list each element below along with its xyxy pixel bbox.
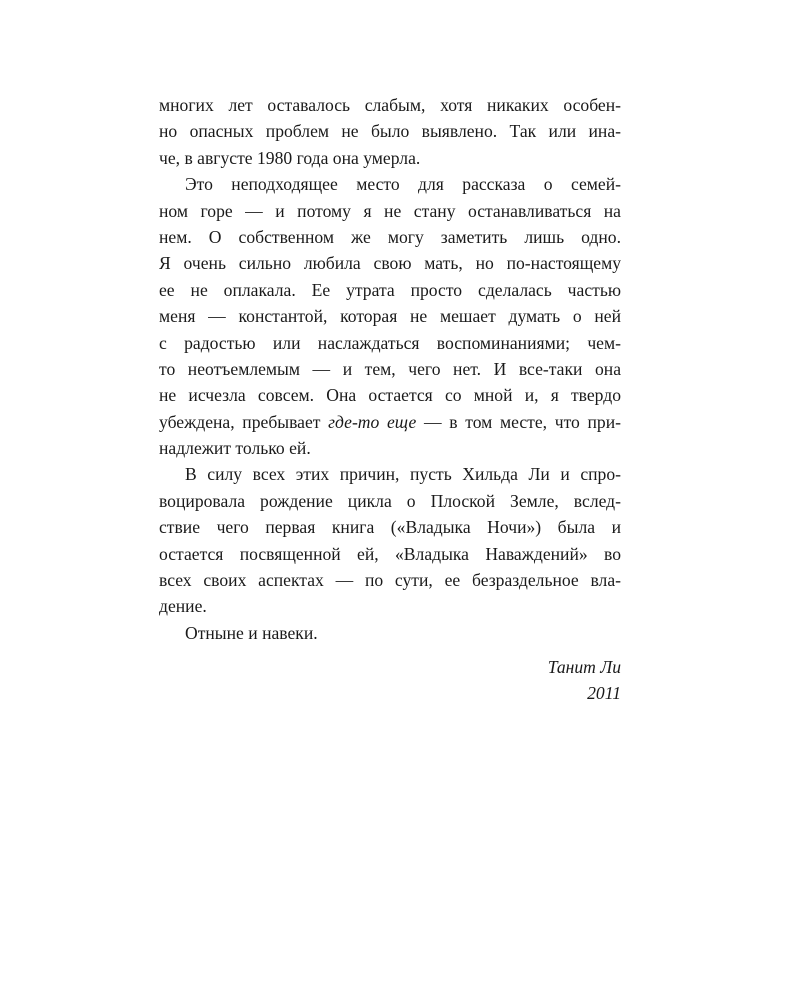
text-line: нем. О собственном же могу заметить лишь одно. <box>159 226 621 247</box>
text-line: воцировала рождение цикла о Плоской Земле, вслед- <box>159 490 621 511</box>
text-line: не исчезла совсем. Она остается со мной и, я твердо <box>159 385 621 406</box>
text-line: с радостью или наслаждаться воспоминаниями; чем- <box>159 332 621 353</box>
emphasis-text: где-то еще <box>328 411 417 432</box>
text-line: меня — константой, которая не мешает думать о ней <box>159 306 621 327</box>
paragraph-4 <box>159 620 621 646</box>
text-line: че, в августе 1980 года она умерла. <box>159 147 421 168</box>
text-line: ствие чего первая книга («Владыка Ночи») была и <box>159 517 621 538</box>
text-line: Это неподходящее место для рассказа о семей- <box>185 174 621 195</box>
signature-year: 2011 <box>587 683 621 704</box>
text-fragment: — в том месте, что при- <box>416 411 621 432</box>
text-line: надлежит только ей. <box>159 438 311 459</box>
text-line: дение. <box>159 596 207 617</box>
text-line: всех своих аспектах — по сути, ее безраздельное вла- <box>159 570 621 591</box>
text-line: ном горе — и потому я не стану останавливаться на <box>159 200 621 221</box>
signature-block <box>159 654 621 707</box>
text-line: то неотъемлемым — и тем, чего нет. И все-таки она <box>159 358 621 379</box>
text-line: ее не оплакала. Ее утрата просто сделалась частью <box>159 279 621 300</box>
text-line: остается посвященной ей, «Владыка Наваждений» во <box>159 543 621 564</box>
text-line: но опасных проблем не было выявлено. Так или ина- <box>159 121 621 142</box>
text-line: В силу всех этих причин, пусть Хильда Ли и спро- <box>185 464 621 485</box>
text-line: Я очень сильно любила свою мать, но по-настоящему <box>159 253 621 274</box>
text-line: Отныне и навеки. <box>185 622 318 643</box>
paragraph-2 <box>159 171 621 461</box>
text-line: многих лет оставалось слабым, хотя никаких особен- <box>159 95 621 115</box>
page-body <box>159 92 621 646</box>
text-line-with-emphasis <box>159 409 621 435</box>
text-fragment: убеждена, пребывает <box>159 411 329 432</box>
paragraph-3 <box>159 461 621 619</box>
signature-author: Танит Ли <box>547 657 621 677</box>
paragraph-1 <box>159 92 621 171</box>
